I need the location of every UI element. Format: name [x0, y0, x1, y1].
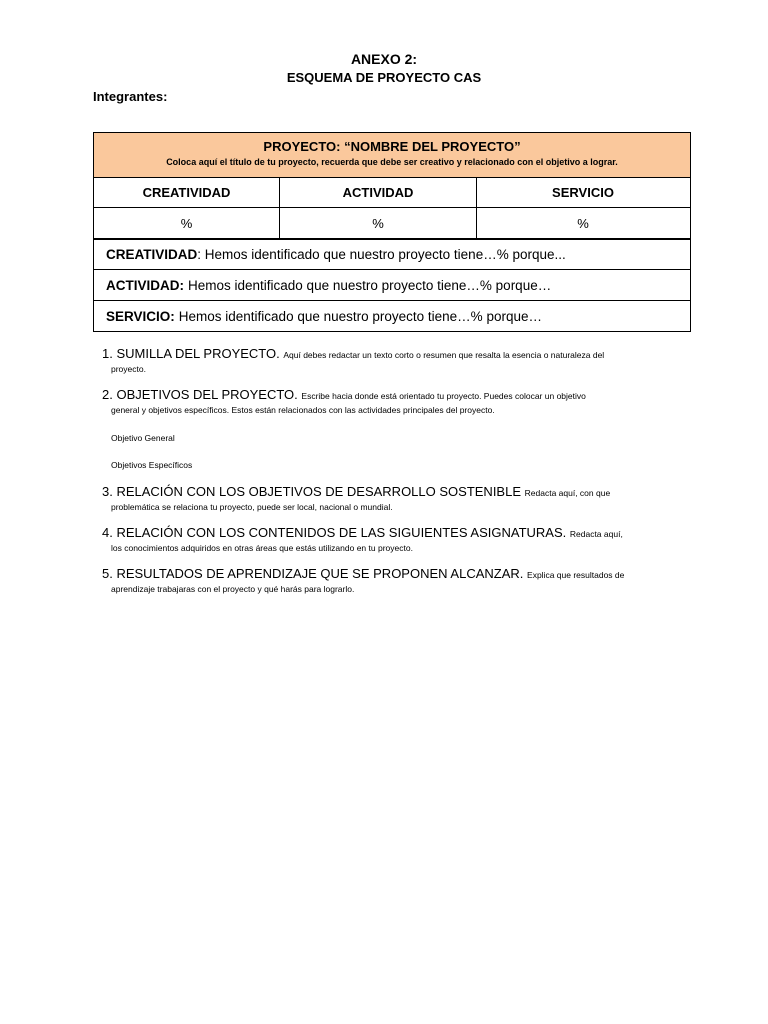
sections-list [102, 346, 692, 607]
row-actividad [93, 270, 691, 301]
objetivo-general-label: Objetivo General [111, 433, 175, 443]
project-title-hint: Coloca aquí el título de tu proyecto, recuerda que debe ser creativo y relacionado con el objetivo a lograr. [166, 157, 618, 167]
section-hint-cont: general y objetivos específicos. Estos están relacionados con las actividades principales del proyecto. [111, 405, 495, 415]
row-label: CREATIVIDAD [106, 247, 198, 262]
section-objetivos [102, 387, 692, 470]
section-hint: Redacta aquí, con que [524, 488, 611, 498]
section-hint-cont: aprendizaje trabajaras con el proyecto y qué harás para lograrlo. [111, 584, 355, 594]
column-servicio: SERVICIO [476, 178, 689, 207]
column-actividad: ACTIVIDAD [279, 178, 476, 207]
section-hint-cont: los conocimientos adquiridos en otras áreas que estás utilizando en tu proyecto. [111, 543, 413, 553]
percent-creatividad: % [180, 215, 193, 231]
section-hint-cont: problemática se relaciona tu proyecto, puede ser local, nacional o mundial. [111, 502, 393, 512]
section-resultados [102, 566, 692, 596]
section-heading: 1. SUMILLA DEL PROYECTO. [102, 346, 280, 361]
objetivos-especificos-label: Objetivos Específicos [111, 460, 193, 470]
project-title: PROYECTO: “NOMBRE DEL PROYECTO” [263, 139, 521, 154]
section-hint: Redacta aquí, [569, 529, 623, 539]
integrantes-label: Integrantes: [93, 89, 168, 104]
cas-percent-row [93, 208, 691, 239]
percent-servicio: % [476, 208, 689, 238]
row-sep: : [197, 247, 202, 262]
column-creatividad: CREATIVIDAD [142, 185, 231, 200]
section-heading: 4. RELACIÓN CON LOS CONTENIDOS DE LAS SIGUIENTES ASIGNATURAS. [102, 525, 567, 540]
row-creatividad [93, 239, 691, 270]
row-label: ACTIVIDAD: [106, 277, 184, 293]
section-hint-cont: proyecto. [111, 364, 146, 374]
annex-title: ANEXO 2: [350, 51, 418, 67]
section-hint: Aquí debes redactar un texto corto o resumen que resalta la esencia o naturaleza del [283, 350, 605, 360]
section-asignaturas [102, 525, 692, 555]
row-servicio [93, 301, 691, 332]
cas-columns-header [93, 178, 691, 208]
row-label: SERVICIO: [106, 308, 175, 324]
section-heading: 3. RELACIÓN CON LOS OBJETIVOS DE DESARROLLO SOSTENIBLE [102, 484, 522, 499]
section-hint: Explica que resultados de [527, 570, 625, 580]
section-heading: 2. OBJETIVOS DEL PROYECTO. [102, 387, 298, 402]
section-hint: Escribe hacia donde está orientado tu proyecto. Puedes colocar un objetivo [301, 391, 586, 401]
section-heading: 5. RESULTADOS DE APRENDIZAJE QUE SE PROPONEN ALCANZAR. [102, 566, 524, 581]
row-text: Hemos identificado que nuestro proyecto tiene…% porque... [201, 247, 566, 262]
project-title-cell [93, 132, 691, 178]
row-text: Hemos identificado que nuestro proyecto tiene…% porque… [178, 308, 542, 324]
section-ods [102, 484, 692, 514]
document-subtitle: ESQUEMA DE PROYECTO CAS [286, 70, 482, 85]
percent-actividad: % [279, 208, 476, 238]
section-sumilla [102, 346, 692, 376]
row-text: Hemos identificado que nuestro proyecto tiene…% porque… [188, 277, 552, 293]
